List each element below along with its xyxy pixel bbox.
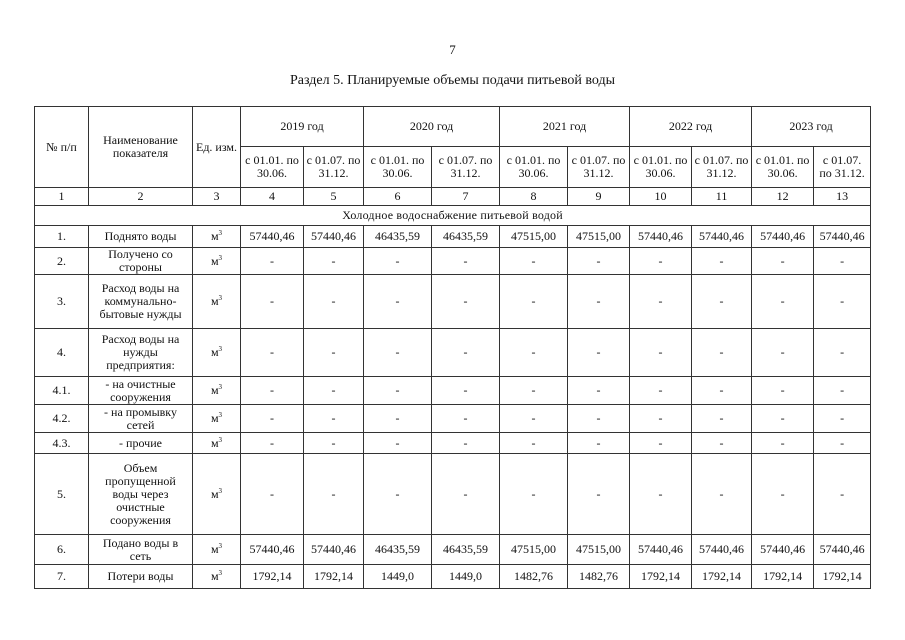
value-cell: - (241, 329, 304, 377)
value-cell: - (568, 329, 630, 377)
value-cell: - (814, 433, 871, 454)
header-year-2023: 2023 год (752, 107, 871, 147)
value-cell: - (814, 329, 871, 377)
column-number: 4 (241, 188, 304, 206)
unit-base: м (210, 253, 219, 268)
value-cell: 57440,46 (752, 535, 814, 565)
value-cell: 1792,14 (630, 565, 692, 589)
value-cell: - (364, 248, 432, 275)
value-cell: - (500, 433, 568, 454)
value-cell: 1482,76 (568, 565, 630, 589)
value-cell: - (692, 329, 752, 377)
value-cell: 1792,14 (692, 565, 752, 589)
row-name: Получено со стороны (89, 248, 193, 275)
table-row (35, 329, 871, 377)
value-cell: 57440,46 (630, 535, 692, 565)
unit-base: м (210, 486, 219, 501)
column-number: 9 (568, 188, 630, 206)
header-period-first: с 01.01. по 30.06. (500, 147, 568, 188)
value-cell: - (752, 329, 814, 377)
value-cell: - (568, 248, 630, 275)
header-unit: Ед. изм. (193, 107, 241, 188)
value-cell: 57440,46 (630, 226, 692, 248)
value-cell: 1792,14 (304, 565, 364, 589)
value-cell: - (241, 433, 304, 454)
value-cell: - (692, 454, 752, 535)
value-cell: - (752, 248, 814, 275)
value-cell: - (432, 454, 500, 535)
unit-superscript: 3 (218, 435, 223, 444)
header-row-years (35, 107, 871, 147)
row-unit (193, 248, 241, 275)
value-cell: - (432, 329, 500, 377)
value-cell: 57440,46 (241, 535, 304, 565)
unit-base: м (210, 411, 219, 425)
value-cell: - (304, 433, 364, 454)
column-number: 2 (89, 188, 193, 206)
value-cell: - (432, 433, 500, 454)
value-cell: - (304, 275, 364, 329)
value-cell: 57440,46 (814, 226, 871, 248)
column-number: 1 (35, 188, 89, 206)
value-cell: 57440,46 (241, 226, 304, 248)
row-unit (193, 405, 241, 433)
column-number: 12 (752, 188, 814, 206)
unit-superscript: 3 (218, 383, 223, 391)
unit-base: м (210, 345, 219, 359)
header-year-2021: 2021 год (500, 107, 630, 147)
value-cell: 1792,14 (241, 565, 304, 589)
unit-superscript: 3 (218, 486, 223, 495)
value-cell: - (814, 377, 871, 405)
value-cell: - (304, 405, 364, 433)
header-year-2022: 2022 год (630, 107, 752, 147)
header-num: № п/п (35, 107, 89, 188)
value-cell: - (630, 377, 692, 405)
value-cell: 47515,00 (568, 226, 630, 248)
header-period-second: с 01.07. по 31.12. (568, 147, 630, 188)
column-number: 11 (692, 188, 752, 206)
unit-base: м (210, 542, 219, 556)
unit-base: м (210, 383, 219, 397)
column-number-row (35, 188, 871, 206)
value-cell: - (814, 248, 871, 275)
value-cell: - (630, 329, 692, 377)
value-cell: - (568, 377, 630, 405)
column-number: 10 (630, 188, 692, 206)
header-period-first: с 01.01. по 30.06. (364, 147, 432, 188)
value-cell: - (500, 329, 568, 377)
value-cell: - (630, 275, 692, 329)
row-name: Поднято воды (89, 226, 193, 248)
value-cell: - (500, 275, 568, 329)
header-period-first: с 01.01. по 30.06. (752, 147, 814, 188)
header-period-first: с 01.01. по 30.06. (241, 147, 304, 188)
header-period-second: с 01.07. по 31.12. (304, 147, 364, 188)
value-cell: - (500, 377, 568, 405)
value-cell: - (364, 454, 432, 535)
value-cell: - (568, 433, 630, 454)
value-cell: - (630, 405, 692, 433)
value-cell: - (568, 405, 630, 433)
column-number: 6 (364, 188, 432, 206)
value-cell: - (304, 377, 364, 405)
value-cell: 57440,46 (752, 226, 814, 248)
unit-base: м (210, 569, 219, 583)
header-name: Наименование показателя (89, 107, 193, 188)
value-cell: - (692, 405, 752, 433)
value-cell: - (304, 248, 364, 275)
value-cell: - (692, 433, 752, 454)
value-cell: - (500, 405, 568, 433)
value-cell: - (241, 275, 304, 329)
value-cell: - (304, 454, 364, 535)
value-cell: - (241, 454, 304, 535)
value-cell: - (630, 454, 692, 535)
header-year-2019: 2019 год (241, 107, 364, 147)
value-cell: - (432, 377, 500, 405)
value-cell: 57440,46 (814, 535, 871, 565)
column-number: 5 (304, 188, 364, 206)
value-cell: 46435,59 (432, 226, 500, 248)
table-row (35, 454, 871, 535)
row-name: - прочие (89, 433, 193, 454)
value-cell: 57440,46 (692, 535, 752, 565)
table-row (35, 565, 871, 589)
water-supply-volume-table (34, 106, 871, 589)
section-label: Холодное водоснабжение питьевой водой (35, 206, 871, 226)
value-cell: - (364, 405, 432, 433)
unit-superscript: 3 (218, 253, 223, 262)
value-cell: 46435,59 (364, 535, 432, 565)
row-unit (193, 377, 241, 405)
table-row (35, 377, 871, 405)
value-cell: - (500, 248, 568, 275)
row-number: 6. (35, 535, 89, 565)
value-cell: - (364, 275, 432, 329)
value-cell: - (364, 433, 432, 454)
value-cell: - (630, 433, 692, 454)
unit-superscript: 3 (218, 411, 223, 419)
header-period-second: с 01.07. по 31.12. (692, 147, 752, 188)
header-period-second: с 01.07. по 31.12. (432, 147, 500, 188)
value-cell: - (500, 454, 568, 535)
row-unit (193, 565, 241, 589)
row-number: 1. (35, 226, 89, 248)
unit-base: м (210, 435, 219, 450)
value-cell: - (752, 405, 814, 433)
row-name: Объем пропущенной воды через очистные сооружения (89, 454, 193, 535)
unit-base: м (210, 294, 219, 308)
value-cell: - (752, 377, 814, 405)
table-row (35, 226, 871, 248)
row-name: - на промывку сетей (89, 405, 193, 433)
value-cell: 47515,00 (500, 226, 568, 248)
value-cell: - (364, 329, 432, 377)
value-cell: - (814, 454, 871, 535)
table-row (35, 275, 871, 329)
value-cell: 57440,46 (304, 226, 364, 248)
value-cell: 47515,00 (500, 535, 568, 565)
row-name: Расход воды на коммунально-бытовые нужды (89, 275, 193, 329)
value-cell: - (568, 454, 630, 535)
row-unit (193, 535, 241, 565)
value-cell: - (432, 248, 500, 275)
value-cell: - (432, 275, 500, 329)
value-cell: 46435,59 (364, 226, 432, 248)
row-number: 4.2. (35, 405, 89, 433)
row-name: Подано воды в сеть (89, 535, 193, 565)
header-period-second: с 01.07. по 31.12. (814, 147, 871, 188)
table-row (35, 405, 871, 433)
value-cell: - (814, 275, 871, 329)
column-number: 13 (814, 188, 871, 206)
value-cell: - (241, 377, 304, 405)
table-row (35, 433, 871, 454)
column-number: 8 (500, 188, 568, 206)
value-cell: - (752, 275, 814, 329)
unit-base: м (210, 229, 219, 243)
unit-superscript: 3 (218, 345, 223, 353)
value-cell: 46435,59 (432, 535, 500, 565)
row-name: Потери воды (89, 565, 193, 589)
table-row (35, 248, 871, 275)
value-cell: 57440,46 (692, 226, 752, 248)
value-cell: 1792,14 (752, 565, 814, 589)
column-number: 7 (432, 188, 500, 206)
value-cell: - (568, 275, 630, 329)
row-unit (193, 226, 241, 248)
row-unit (193, 275, 241, 329)
value-cell: - (692, 377, 752, 405)
row-number: 5. (35, 454, 89, 535)
value-cell: - (692, 248, 752, 275)
value-cell: - (692, 275, 752, 329)
unit-superscript: 3 (218, 542, 223, 550)
value-cell: - (752, 433, 814, 454)
row-unit (193, 433, 241, 454)
value-cell: 1792,14 (814, 565, 871, 589)
value-cell: - (752, 454, 814, 535)
row-number: 4.1. (35, 377, 89, 405)
row-number: 4.3. (35, 433, 89, 454)
value-cell: 47515,00 (568, 535, 630, 565)
value-cell: 57440,46 (304, 535, 364, 565)
row-name: - на очистные сооружения (89, 377, 193, 405)
value-cell: - (241, 405, 304, 433)
row-number: 3. (35, 275, 89, 329)
page-number: 7 (449, 42, 456, 57)
row-unit (193, 329, 241, 377)
value-cell: 1449,0 (364, 565, 432, 589)
row-unit (193, 454, 241, 535)
unit-superscript: 3 (218, 569, 223, 577)
value-cell: 1482,76 (500, 565, 568, 589)
value-cell: - (304, 329, 364, 377)
row-number: 7. (35, 565, 89, 589)
value-cell: - (630, 248, 692, 275)
header-period-first: с 01.01. по 30.06. (630, 147, 692, 188)
unit-superscript: 3 (218, 294, 223, 302)
section-title: Раздел 5. Планируемые объемы подачи питьевой воды (290, 73, 615, 88)
row-name: Расход воды на нужды предприятия: (89, 329, 193, 377)
table-row (35, 535, 871, 565)
header-year-2020: 2020 год (364, 107, 500, 147)
value-cell: - (814, 405, 871, 433)
column-number: 3 (193, 188, 241, 206)
unit-superscript: 3 (218, 229, 223, 237)
value-cell: - (241, 248, 304, 275)
row-number: 4. (35, 329, 89, 377)
row-number: 2. (35, 248, 89, 275)
value-cell: - (432, 405, 500, 433)
value-cell: - (364, 377, 432, 405)
value-cell: 1449,0 (432, 565, 500, 589)
section-row (35, 206, 871, 226)
